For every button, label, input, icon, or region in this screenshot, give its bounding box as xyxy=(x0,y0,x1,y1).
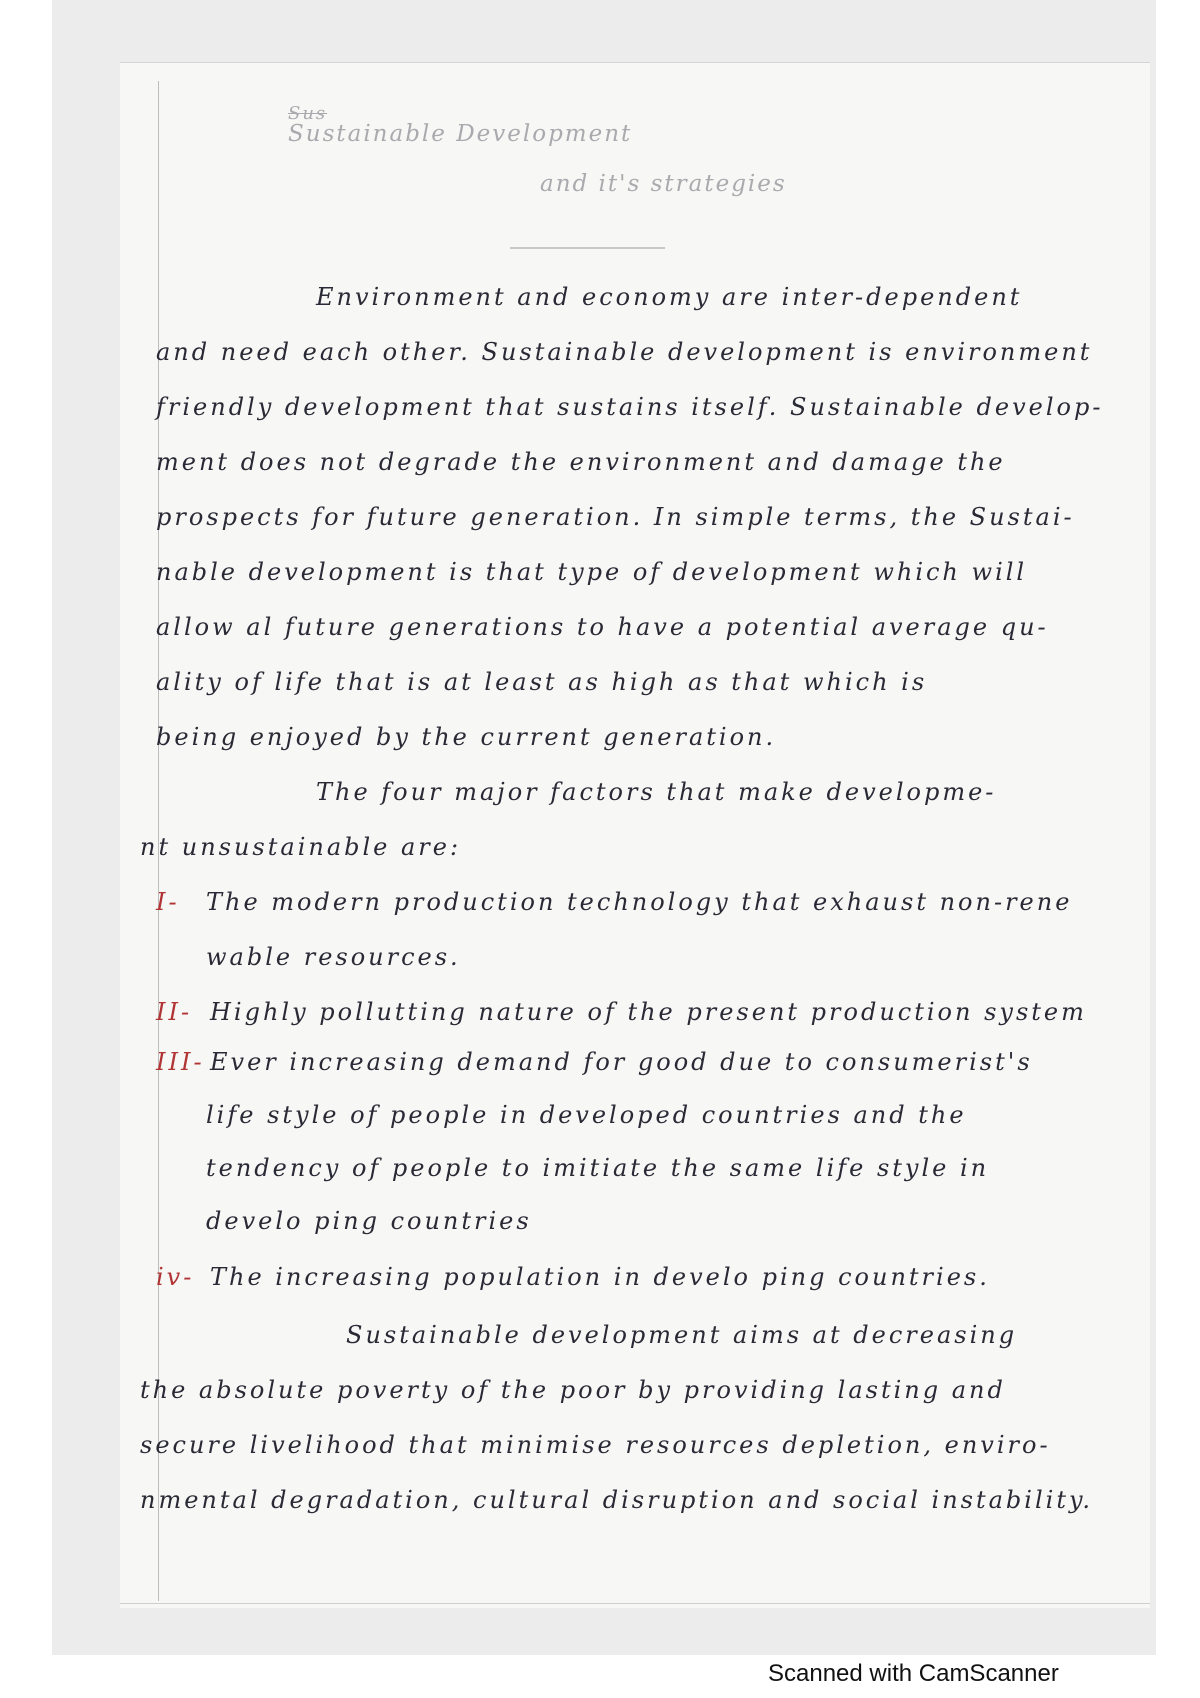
scanner-watermark: Scanned with CamScanner xyxy=(768,1660,1059,1687)
notebook-sheet xyxy=(120,62,1150,1608)
paragraph-3-line: Sustainable development aims at decreasing xyxy=(346,1321,1018,1349)
list-marker: III- xyxy=(156,1048,205,1076)
title-struck-word: Sus xyxy=(288,103,328,124)
paragraph-1-line: nable development is that type of development which will xyxy=(156,558,1028,586)
list-marker: I- xyxy=(156,888,180,916)
list-item-line: The modern production technology that exhaust non-rene xyxy=(206,888,1073,916)
list-marker: iv- xyxy=(156,1263,195,1291)
list-item-line: wable resources. xyxy=(206,943,461,971)
paragraph-1-line: and need each other. Sustainable development is environment xyxy=(156,338,1093,366)
paragraph-1-line: being enjoyed by the current generation. xyxy=(156,723,777,751)
list-item-line: Ever increasing demand for good due to consumerist's xyxy=(210,1048,1033,1076)
paragraph-3-line: the absolute poverty of the poor by providing lasting and xyxy=(140,1376,1006,1404)
list-item-line: life style of people in developed countries and the xyxy=(206,1101,967,1129)
paragraph-3-line: nmental degradation, cultural disruption and social instability. xyxy=(140,1486,1093,1514)
paragraph-1-line: Environment and economy are inter-dependent xyxy=(316,283,1023,311)
paragraph-2-line: The four major factors that make developme- xyxy=(316,778,997,806)
paragraph-1-line: ality of life that is at least as high as that which is xyxy=(156,668,928,696)
paragraph-1-line: allow al future generations to have a potential average qu- xyxy=(156,613,1049,641)
list-marker: II- xyxy=(156,998,193,1026)
paragraph-1-line: friendly development that sustains itself. Sustainable develop- xyxy=(156,393,1104,421)
list-item-line: Highly pollutting nature of the present production system xyxy=(210,998,1087,1026)
list-item-line: tendency of people to imitiate the same life style in xyxy=(206,1154,990,1182)
paragraph-3-line: secure livelihood that minimise resources depletion, enviro- xyxy=(140,1431,1051,1459)
paragraph-2-line: nt unsustainable are: xyxy=(140,833,462,861)
bottom-rule xyxy=(120,1603,1150,1604)
title-line-1: Sustainable Development xyxy=(288,121,633,147)
title-underline xyxy=(510,247,665,249)
list-item-line: The increasing population in develo ping countries. xyxy=(210,1263,990,1291)
paragraph-1-line: prospects for future generation. In simple terms, the Sustai- xyxy=(156,503,1075,531)
paragraph-1-line: ment does not degrade the environment and damage the xyxy=(156,448,1006,476)
title-line-2: and it's strategies xyxy=(540,171,787,197)
list-item-line: develo ping countries xyxy=(206,1207,532,1235)
